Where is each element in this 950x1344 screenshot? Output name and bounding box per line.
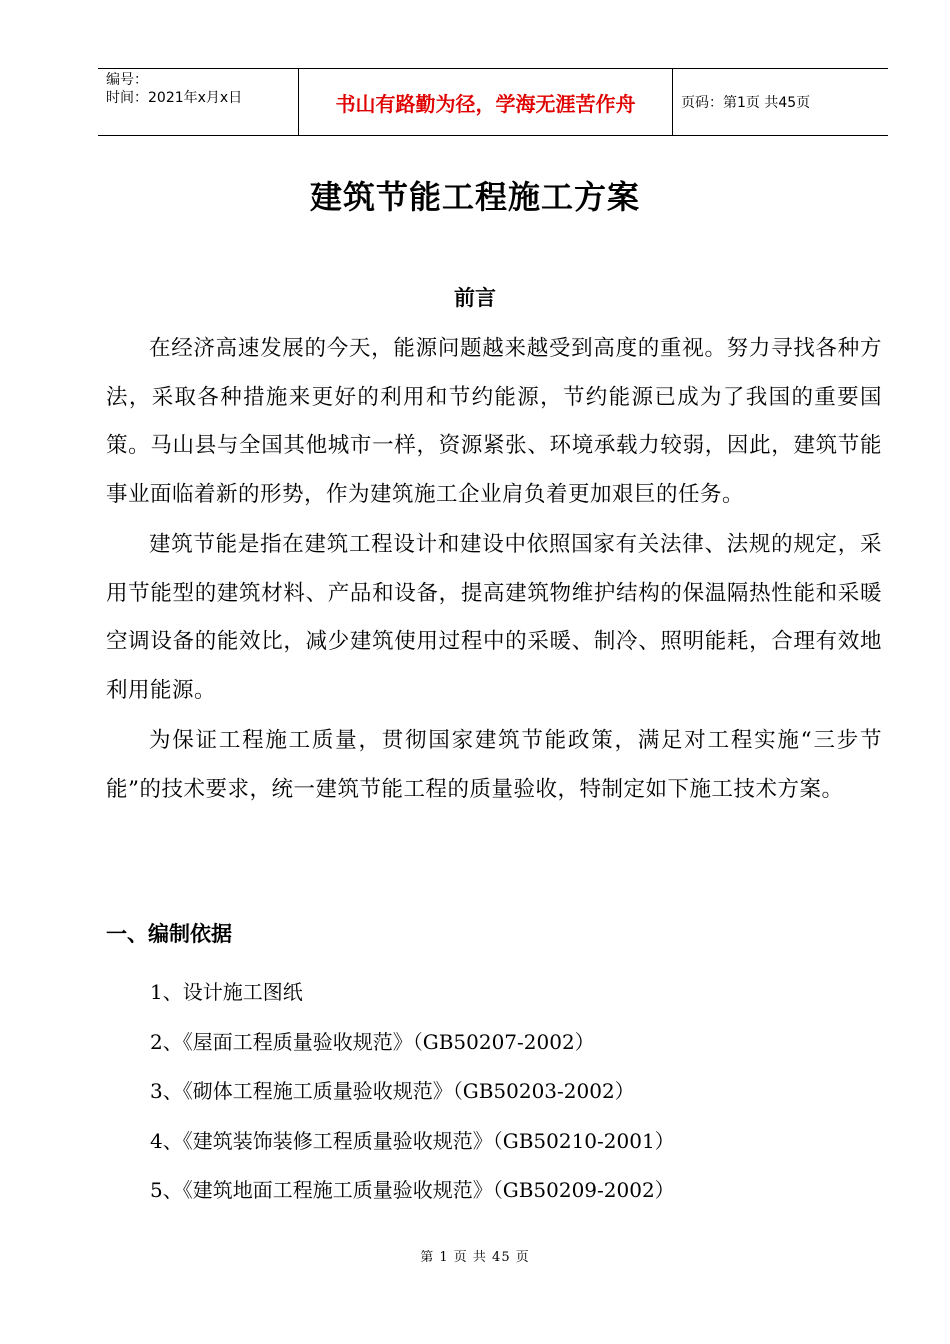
document-time-label: 时间：2021年x月x日 (106, 90, 243, 106)
document-title: 建筑节能工程施工方案 (309, 178, 640, 216)
document-number-label: 编号： (106, 72, 148, 88)
reference-list (150, 972, 675, 1220)
preface-body (106, 325, 882, 816)
header-motto: 书山有路勤为径，学海无涯苦作舟 (299, 69, 673, 135)
preface-paragraph: 为保证工程施工质量，贯彻国家建筑节能政策，满足对工程实施“三步节能”的技术要求，统一建筑节能工程的质量验收，特制定如下施工技术方案。 (106, 728, 882, 802)
list-item: 4、《建筑装饰装修工程质量验收规范》（GB50210-2001） (150, 1128, 675, 1153)
preface-paragraph: 建筑节能是指在建筑工程设计和建设中依照国家有关法律、法规的规定，采用节能型的建筑材料、产品和设备，提高建筑物维护结构的保温隔热性能和采暖空调设备的能效比，减少建筑使用过程中的采暖、制冷、照明能耗，合理有效地利用能源。 (106, 532, 882, 703)
list-item: 1、设计施工图纸 (150, 980, 303, 1004)
page-footer: 第 1 页 共 45 页 (420, 1250, 530, 1265)
list-item: 2、《屋面工程质量验收规范》（GB50207-2002） (150, 1029, 595, 1054)
preface-heading: 前言 (454, 286, 496, 310)
preface-paragraph: 在经济高速发展的今天，能源问题越来越受到高度的重视。努力寻找各种方法，采取各种措施来更好的利用和节约能源，节约能源已成为了我国的重要国策。马山县与全国其他城市一样，资源紧张、环境承载力较弱，因此，建筑节能事业面临着新的形势，作为建筑施工企业肩负着更加艰巨的任务。 (106, 336, 882, 507)
page-header (98, 68, 888, 136)
list-item: 3、《砌体工程施工质量验收规范》（GB50203-2002） (150, 1079, 635, 1103)
section-heading-basis: 一、编制依据 (106, 922, 232, 946)
header-page-info: 页码：第1页 共45页 (681, 95, 811, 111)
header-meta (98, 69, 299, 135)
list-item: 5、《建筑地面工程施工质量验收规范》（GB50209-2002） (150, 1178, 675, 1202)
